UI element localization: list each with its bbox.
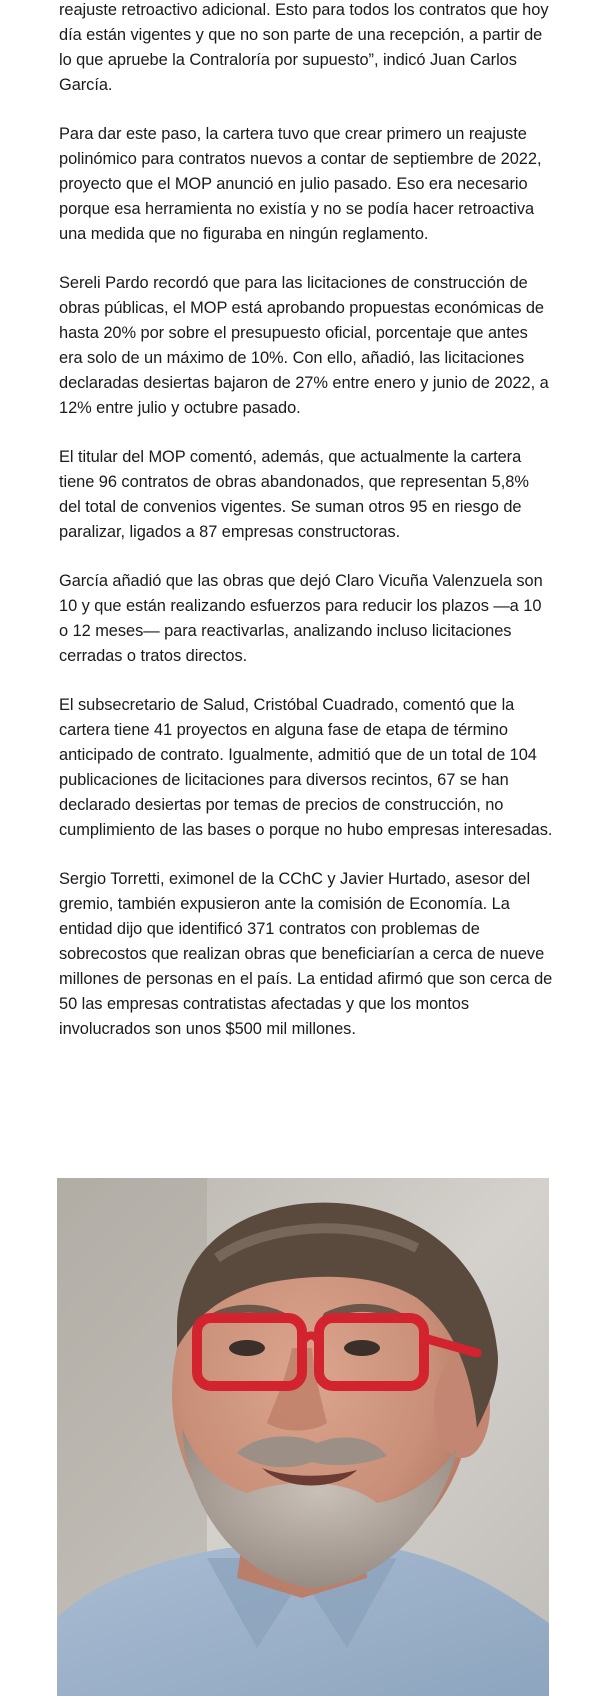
- article-paragraph: El titular del MOP comentó, además, que actualmente la cartera tiene 96 contratos de obras abandonados, que representan 5,8% del total de convenios vigentes. Se suman otros 95 en riesgo de paralizar, ligados a 87 empresas constructoras.: [59, 448, 529, 541]
- paragraph-gap: [59, 421, 554, 445]
- article-paragraph: Para dar este paso, la cartera tuvo que crear primero un reajuste polinómico para contratos nuevos a contar de septiembre de 2022, proyecto que el MOP anunció en julio pasado. Eso era necesario porque esa herramienta no existía y no se podía hacer retroactiva una medida que no figuraba en ningún reglamento.: [59, 125, 542, 243]
- article-paragraph: García añadió que las obras que dejó Claro Vicuña Valenzuela son 10 y que están realizando esfuerzos para reducir los plazos —a 10 o 12 meses— para reactivarlas, analizando incluso licitaciones cerradas o tratos directos.: [59, 572, 543, 665]
- paragraph-gap: [59, 843, 554, 867]
- eye-left: [229, 1340, 265, 1356]
- paragraph-gap: [59, 98, 554, 122]
- article-paragraph: Sergio Torretti, eximonel de la CChC y Javier Hurtado, asesor del gremio, también expusieron ante la comisión de Economía. La entidad dijo que identificó 371 contratos con problemas de sobrecostos que realizan obras que beneficiarían a cerca de nueve millones de personas en el país. La entidad afirmó que son cerca de 50 las empresas contratistas afectadas y que los montos involucrados son unos $500 mil millones.: [59, 870, 553, 1038]
- paragraph-gap: [59, 247, 554, 271]
- article-paragraph: reajuste retroactivo adicional. Esto para todos los contratos que hoy día están vigentes y que no son parte de una recepción, a partir de lo que apruebe la Contraloría por supuesto”, indicó Juan Carlos García.: [59, 1, 549, 94]
- article-paragraph: Sereli Pardo recordó que para las licitaciones de construcción de obras públicas, el MOP está aprobando propuestas económicas de hasta 20% por sobre el presupuesto oficial, porcentaje que antes era solo de un máximo de 10%. Con ello, añadió, las licitaciones declaradas desiertas bajaron de 27% entre enero y junio de 2022, a 12% entre julio y octubre pasado.: [59, 274, 549, 417]
- portrait-illustration: [57, 1178, 549, 1696]
- article-photo: [57, 1178, 549, 1696]
- article-paragraph: El subsecretario de Salud, Cristóbal Cuadrado, comentó que la cartera tiene 41 proyectos en alguna fase de etapa de término anticipado de contrato. Igualmente, admitió que de un total de 104 publicaciones de licitaciones para diversos recintos, 67 se han declarado desiertas por temas de precios de construcción, no cumplimiento de las bases o porque no hubo empresas interesadas.: [59, 696, 553, 839]
- eye-right: [344, 1340, 380, 1356]
- paragraph-gap: [59, 545, 554, 569]
- paragraph-gap: [59, 669, 554, 693]
- article-body: [59, 0, 554, 1042]
